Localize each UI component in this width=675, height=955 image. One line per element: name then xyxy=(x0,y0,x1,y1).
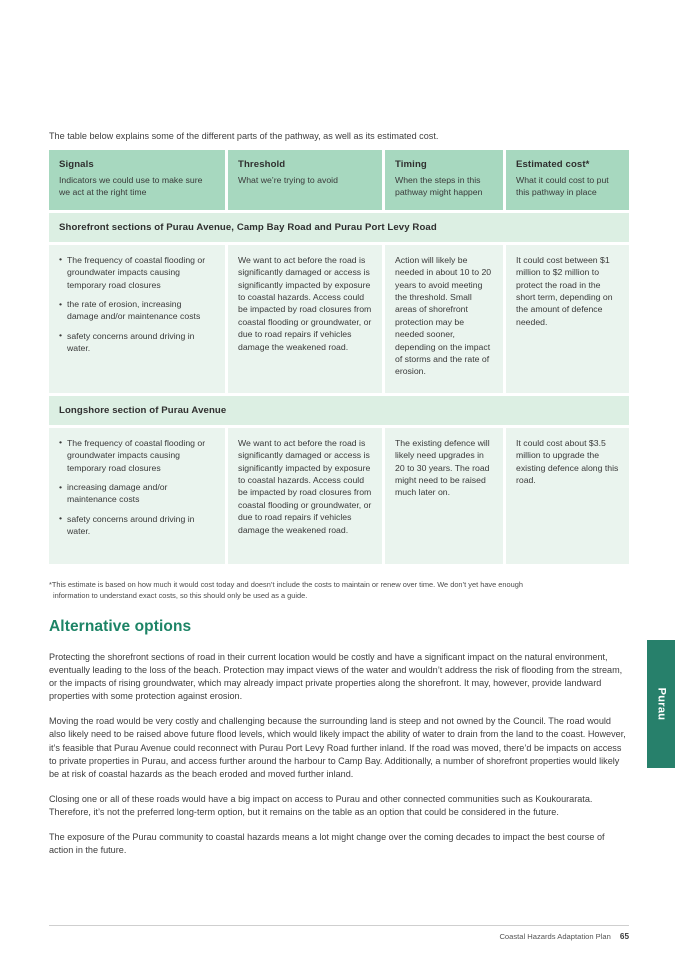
body-copy xyxy=(49,651,629,857)
signals-list xyxy=(59,437,215,538)
page-title: Alternative options xyxy=(49,618,192,635)
list-item: • The frequency of coastal flooding or groundwater impacts causing temporary road closures xyxy=(59,254,215,291)
list-item: • safety concerns around driving in water. xyxy=(59,513,215,538)
table-row xyxy=(49,428,629,564)
footer-page-number: 65 xyxy=(619,932,629,941)
table-header-estimated-cost xyxy=(506,150,629,210)
cell-text: We want to act before the road is significantly damaged or access is significantly impacted by exposure to coastal hazards. Access could be impacted by road closures from coastal flooding or groundwater, or due to road repairs if vehicles damage the weakened road. xyxy=(238,254,372,352)
table-header-threshold xyxy=(228,150,382,210)
section-band-title: Shorefront sections of Purau Avenue, Camp Bay Road and Purau Port Levy Road xyxy=(59,221,437,233)
cell-timing xyxy=(385,245,503,393)
table-footnote xyxy=(49,580,629,601)
paragraph: Protecting the shorefront sections of road in their current location would be costly and have a significant impact on the natural environment, eventually leading to the loss of the beach. Protection may impact views of the water and wouldn’t address the risk of flooding from the stream, or the impacts of rising groundwater, which may already impact private properties along the shorefront. It may, however, provide landward properties with some protection against erosion. xyxy=(49,652,623,702)
header-title: Timing xyxy=(395,159,427,170)
header-title: Estimated cost* xyxy=(516,159,590,170)
intro-paragraph: The table below explains some of the different parts of the pathway, as well as its estimated cost. xyxy=(49,131,439,141)
header-subtitle: What it could cost to put this pathway in place xyxy=(516,175,609,198)
table-section-band-shorefront xyxy=(49,213,629,242)
cell-text: The existing defence will likely need upgrades in 20 to 30 years. The road might need to be raised much later on. xyxy=(395,437,490,498)
footer-document-title: Coastal Hazards Adaptation Plan xyxy=(499,932,611,941)
footnote-line-2: information to understand exact costs, so this should only be used as a guide. xyxy=(53,590,308,600)
cell-estimated-cost xyxy=(506,245,629,393)
cell-estimated-cost xyxy=(506,428,629,564)
pathway-table xyxy=(49,150,629,567)
list-item: • increasing damage and/or maintenance costs xyxy=(59,481,215,506)
header-subtitle: What we’re trying to avoid xyxy=(238,175,338,185)
list-item: • The frequency of coastal flooding or groundwater impacts causing temporary road closures xyxy=(59,437,215,474)
paragraph: The exposure of the Purau community to coastal hazards means a lot might change over the coming decades to impact the best course of action in the future. xyxy=(49,832,605,856)
section-side-tab[interactable] xyxy=(647,640,675,768)
cell-text: It could cost between $1 million to $2 million to protect the road in the short term, depending on the amount of defence needed. xyxy=(516,254,613,327)
table-section-band-longshore xyxy=(49,396,629,425)
table-header-row xyxy=(49,150,629,210)
side-tab-label: Purau xyxy=(655,687,667,721)
header-subtitle: Indicators we could use to make sure we act at the right time xyxy=(59,175,203,198)
cell-signals xyxy=(49,245,225,393)
cell-signals xyxy=(49,428,225,564)
cell-text: Action will likely be needed in about 10 to 20 years to avoid meeting the threshold. Small areas of shorefront protection may be needed sooner, depending on the impact of storms and the rate of erosion. xyxy=(395,254,492,377)
header-subtitle: When the steps in this pathway might happen xyxy=(395,175,483,198)
header-title: Signals xyxy=(59,159,94,170)
cell-text: It could cost about $3.5 million to upgrade the existing defence along this road. xyxy=(516,437,619,486)
signals-list xyxy=(59,254,215,355)
table-row xyxy=(49,245,629,393)
footer-divider xyxy=(49,925,629,926)
cell-text: We want to act before the road is significantly damaged or access is significantly impacted by exposure to coastal hazards. Access could be impacted by road closures from coastal flooding or groundwater, or due to road repairs if vehicles damage the weakened road. xyxy=(238,437,372,535)
table-header-signals xyxy=(49,150,225,210)
page-footer xyxy=(49,932,629,941)
section-band-title: Longshore section of Purau Avenue xyxy=(59,404,227,416)
header-title: Threshold xyxy=(238,159,286,170)
list-item: • the rate of erosion, increasing damage and/or maintenance costs xyxy=(59,298,215,323)
paragraph: Closing one or all of these roads would have a big impact on access to Purau and other connected communities such as Koukourarata. Therefore, it’s not the preferred long-term option, but it remains on the table as an option that could be considered in the future. xyxy=(49,793,593,817)
cell-threshold xyxy=(228,428,382,564)
paragraph: Moving the road would be very costly and challenging because the surrounding land is steep and not owned by the Council. The road would also likely need to be raised above future flood levels, which would likely impact the ability of water to drain from the land to the coast. However, it’s feasible that Purau Avenue could reconnect with Purau Port Levy Road further inland. If the road was moved, there’d be impacts on access to private properties in Purau, and access further around the harbour to Camp Bay. Additionally, a number of shorefront properties would likely be at risk of coastal hazards as the beach eroded and moved further inland. xyxy=(49,716,626,779)
footnote-line-1: *This estimate is based on how much it would cost today and doesn’t include the costs to maintain or renew over time. We don’t yet have enough xyxy=(49,580,523,589)
list-item: • safety concerns around driving in water. xyxy=(59,330,215,355)
cell-threshold xyxy=(228,245,382,393)
table-header-timing xyxy=(385,150,503,210)
cell-timing xyxy=(385,428,503,564)
